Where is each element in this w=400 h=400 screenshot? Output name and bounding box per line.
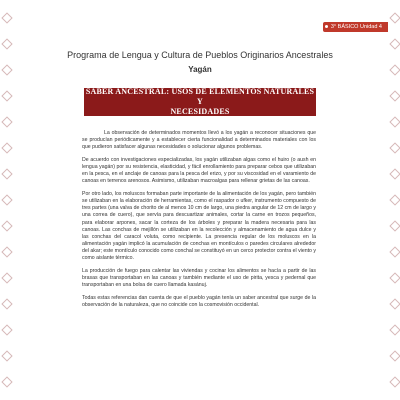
program-title: Programa de Lengua y Cultura de Pueblos Originarios Ancestrales [67, 50, 333, 60]
section-banner [84, 88, 316, 116]
left-border-decoration [0, 0, 12, 400]
banner-title-line1: SABER ANCESTRAL: USOS DE ELEMENTOS NATURALES Y [85, 87, 315, 106]
paragraph-2: De acuerdo con investigaciones especializadas, los yagán utilizaban algas como el huiro (o aush en lengua yagán) por su resistencia, elasticidad, y fácil enrollamiento para preparar cebos que utilizaban en la pesca, en el anclaje de canoas para la pesca del erizo, y por su viscosidad en el varamiento de canoas en terrenos arenosos. Asimismo, utilizaban macroalgas para rellenar grietas de las canoas. [82, 157, 316, 185]
body-text [82, 130, 316, 315]
banner-title-line2: NECESIDADES [170, 107, 230, 116]
paragraph-5: Todas estas referencias dan cuenta de que el pueblo yagán tenía un saber ancestral que surge de la observación de la naturaleza, que no coincide con la cosmovisión occidental. [82, 294, 316, 308]
right-border-decoration [388, 0, 400, 400]
unit-tab [323, 22, 388, 32]
unit-tab-label: 3° BÁSICO Unidad 4 [330, 24, 382, 30]
paragraph-4: La producción de fuego para calentar las viviendas y cocinar los alimentos se hacía a partir de las brasas que transportaban en las canoas y también mediante el uso de pirita, yesca y pedernal que transportaban en una bolsa de cuero llamada kasánuj. [82, 267, 316, 288]
banner-title [84, 87, 316, 117]
paragraph-3: Por otro lado, los moluscos formaban parte importante de la alimentación de los yagán, pero también se utilizaban en la elaboración de herramientas, como el raspador o ufker, instrumento compuesto de tres partes (una valva de chorito de al menos 10 cm de largo, una piedra angular de 12 cm de largo y una correa de cuero), que servía para descuartizar animales, cortar la carne en trozos pequeños, para elaborar arpones, sacar la corteza de los árboles y preparar la madera necesaria para las canoas. Las conchas de mejillón se utilizaban en la recolección y almacenamiento de agua dulce y las conchas del caracol voluta, como recipiente. La presencia regular de los moluscos en la alimentación yagán implicó la acumulación de conchas en montículos o paredes circulares alrededor del akar; este montículo conocido como conchal se constituyó en un cerco protector contra el viento y como aislante térmico. [82, 191, 316, 261]
paragraph-1: La observación de determinados momentos llevó a los yagán a reconocer situaciones que se producían periódicamente y a establecer cierta funcionalidad a determinados materiales con los que pudieron satisfacer algunas necesidades o solucionar algunos problemas. [82, 130, 316, 151]
tab-dot-icon [325, 25, 328, 28]
language-title: Yagán [188, 65, 212, 74]
